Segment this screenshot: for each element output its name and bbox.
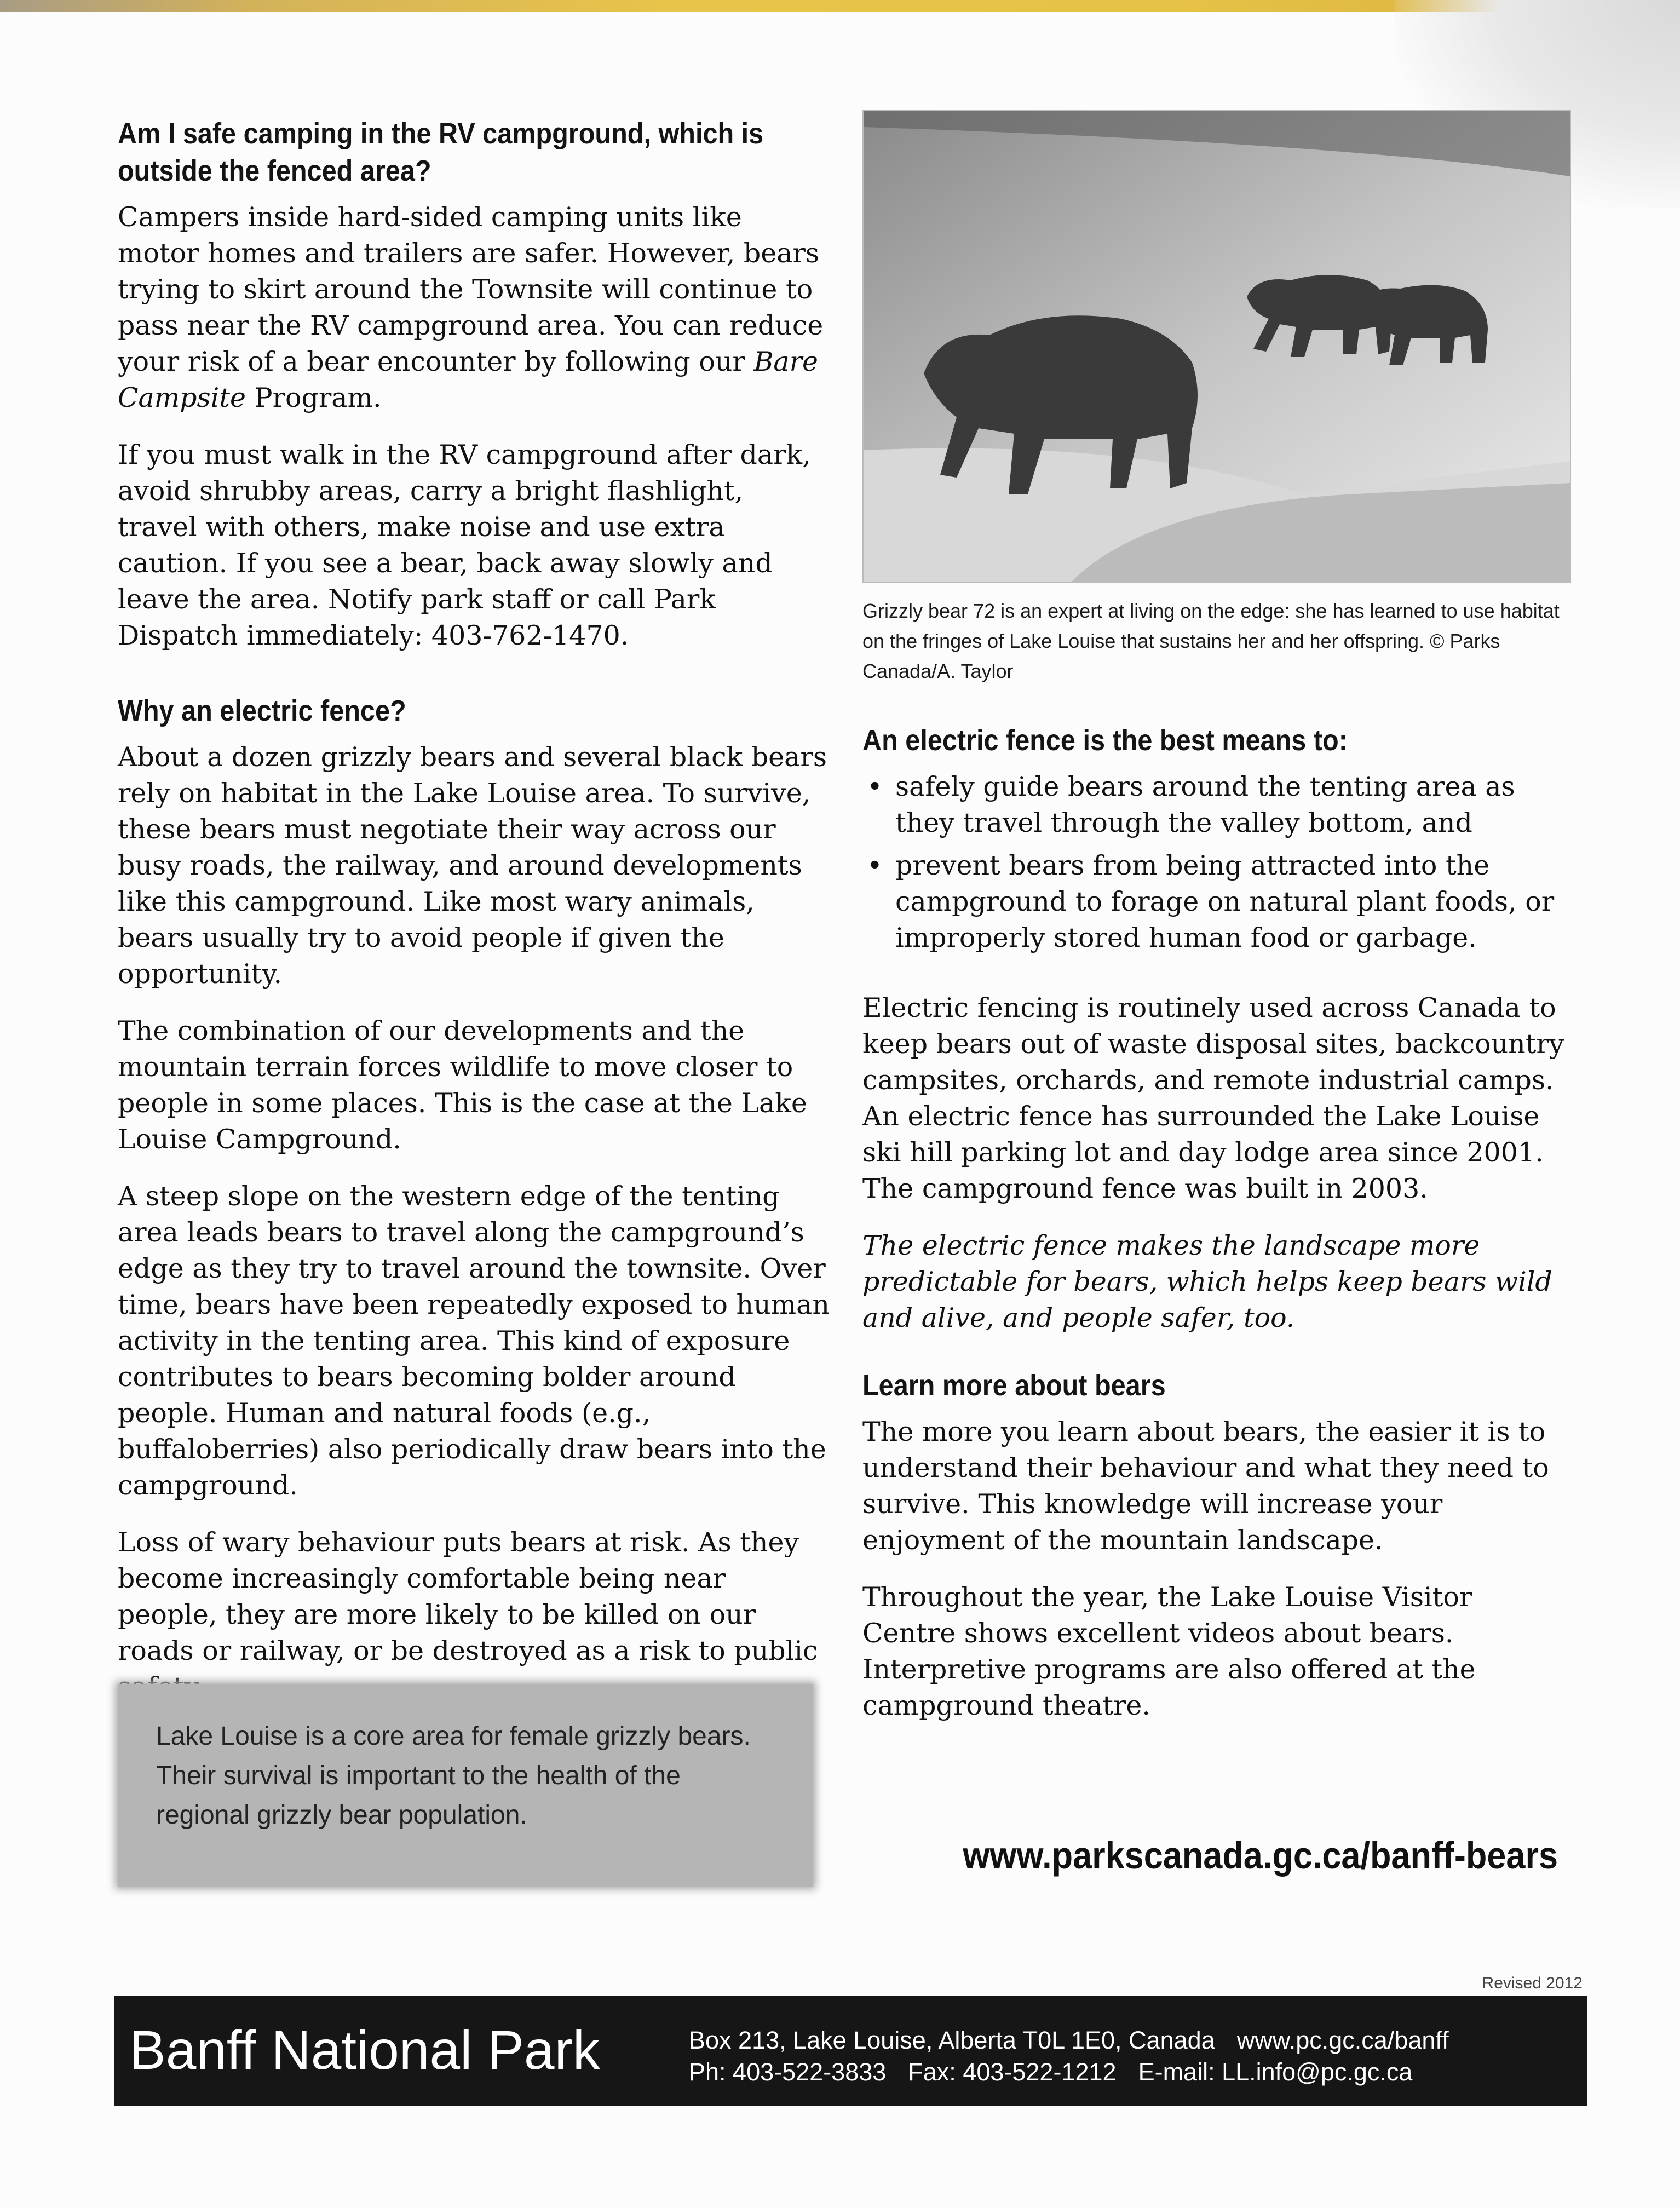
fence-italic-paragraph: The electric fence makes the landscape more predictable for bears, which helps keep bears wild and alive, and people safer, too. <box>862 1230 1552 1333</box>
rv-safety-paragraph-2: If you must walk in the RV campground after dark, avoid shrubby areas, carry a bright flashlight, travel with others, make noise and use extra caution. If you see a bear, back away slowly and leave the area. Notify park staff or call Park Dispatch immediately: 403-762-1470. <box>118 439 811 651</box>
grizzly-callout-box <box>118 1684 813 1887</box>
why-paragraph-1: About a dozen grizzly bears and several black bears rely on habitat in the Lake Louise area. To survive, these bears must negotiate their way across our busy roads, the railway, and around developments like this campground. Like most wary animals, bears usually try to avoid people if given the opportunity. <box>118 741 827 990</box>
phone: Ph: 403-522-3833 <box>689 2058 887 2086</box>
website-link[interactable]: www.pc.gc.ca/banff <box>1236 2026 1449 2054</box>
bare-campsite-emphasis: Bare Campsite <box>118 346 819 413</box>
list-item <box>862 769 1569 841</box>
bullet-icon: • <box>867 771 883 802</box>
left-column <box>118 115 830 1726</box>
list-item-text: safely guide bears around the tenting area as they travel through the valley bottom, and <box>895 771 1515 838</box>
address: Box 213, Lake Louise, Alberta T0L 1E0, Canada <box>689 2026 1215 2054</box>
why-paragraph-3: A steep slope on the western edge of the tenting area leads bears to travel along the campground’s edge as they try to travel around the townsite. Over time, bears have been repeatedly exposed to human activity in the tenting area. This kind of exposure contributes to bears becoming bolder around people. Human and natural foods (e.g., buffaloberries) also periodically draw bears into the campground. <box>118 1181 830 1501</box>
contact-line-1 <box>689 2025 1576 2056</box>
why-paragraph-2: The combination of our developments and the mountain terrain forces wildlife to move closer to people in some places. This is the case at the Lake Louise Campground. <box>118 1015 807 1155</box>
fencing-paragraph: Electric fencing is routinely used across Canada to keep bears out of waste disposal sites, backcountry campsites, orchards, and remote industrial camps. An electric fence has surrounded the Lake Louise ski hill parking lot and day lodge area since 2001. The campground fence was built in 2003. <box>862 992 1564 1204</box>
list-item <box>862 848 1569 956</box>
revised-date: Revised 2012 <box>1482 1974 1583 1992</box>
bear-photo-image <box>864 111 1570 582</box>
why-paragraph-4: Loss of wary behaviour puts bears at risk. As they become increasingly comfortable being near people, they are more likely to be killed on our roads or railway, or be destroyed as a risk to public <box>118 1527 818 1666</box>
rv-safety-paragraph-1 <box>118 199 830 416</box>
banff-bears-link[interactable]: www.parkscanada.gc.ca/banff-bears <box>963 1834 1558 1877</box>
fence-means-list <box>862 769 1569 956</box>
learn-more-heading: Learn more about bears <box>862 1369 1166 1402</box>
right-column <box>862 110 1569 1745</box>
callout-text: Lake Louise is a core area for female grizzly bears. Their survival is important to the health of the regional grizzly bear population. <box>156 1722 751 1830</box>
email-link[interactable]: E-mail: LL.info@pc.gc.ca <box>1138 2058 1413 2086</box>
footer-bar <box>114 1996 1587 2106</box>
photo-caption: Grizzly bear 72 is an expert at living on the edge: she has learned to use habitat on the fringes of Lake Louise that sustains her and her offspring. © Parks Canada/A. Taylor <box>862 600 1560 682</box>
fax: Fax: 403-522-1212 <box>908 2058 1117 2086</box>
contact-info <box>689 2025 1576 2088</box>
park-name: Banff National Park <box>129 2020 600 2081</box>
contact-line-2 <box>689 2056 1576 2088</box>
rv-text-b: Program. <box>246 382 382 413</box>
rv-text-a: Campers inside hard-sided camping units like motor homes and trailers are safer. However, bears trying to skirt around the Townsite will continue to pass near the RV campground area. You can reduce your risk of a bear encounter by following our <box>118 202 824 377</box>
list-item-text: prevent bears from being attracted into the campground to forage on natural plant foods, or improperly stored human food or garbage. <box>895 850 1555 953</box>
bullet-icon: • <box>867 850 883 881</box>
fence-means-heading: An electric fence is the best means to: <box>862 724 1348 757</box>
learn-paragraph-2: Throughout the year, the Lake Louise Visitor Centre shows excellent videos about bears. Interpretive programs are also offered at the campground theatre. <box>862 1582 1476 1721</box>
why-fence-heading: Why an electric fence? <box>118 694 406 727</box>
learn-paragraph-1: The more you learn about bears, the easier it is to understand their behaviour and what they need to survive. This knowledge will increase your enjoyment of the mountain landscape. <box>862 1416 1549 1556</box>
rv-safety-heading: Am I safe camping in the RV campground, which is outside the fenced area? <box>118 117 764 187</box>
bear-photo <box>862 110 1571 583</box>
